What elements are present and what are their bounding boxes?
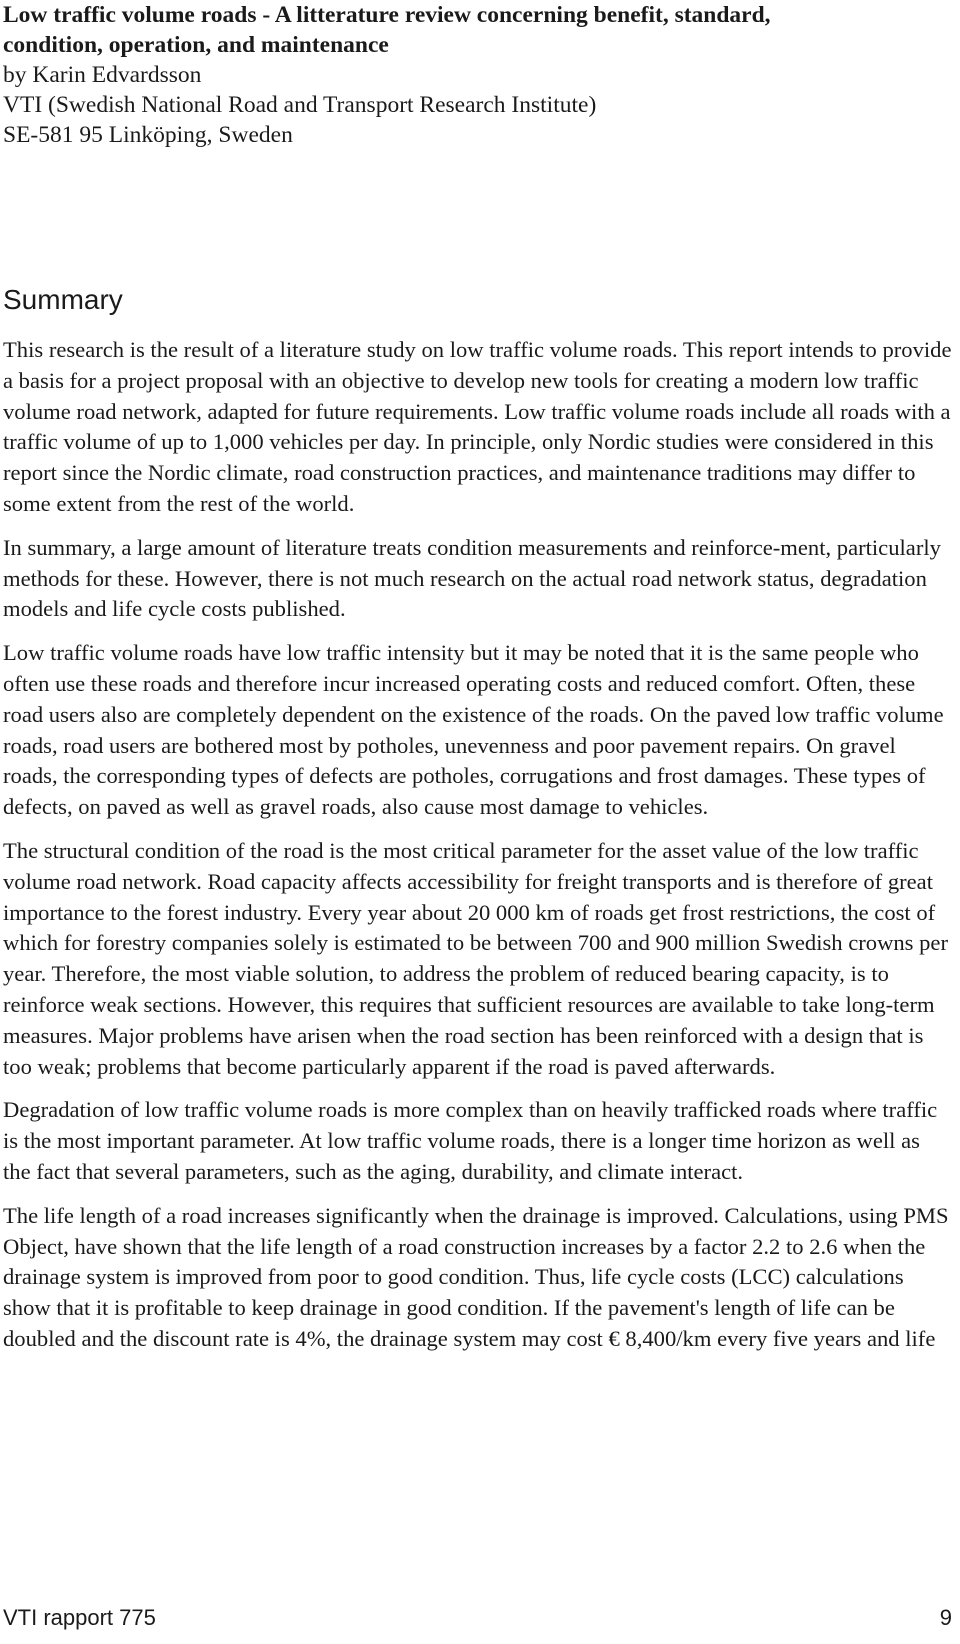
summary-paragraph: The life length of a road increases significantly when the drainage is improved. Calculations, using PMS Object, have shown that the life length of a road construction increases by a factor 2.2 to 2.6 when the drainage system is improved from poor to good condition. Thus, life cycle costs (LCC) calculations show that it is profitable to keep drainage in good condition. If the pavement's length of life can be doubled and the discount rate is 4%, the drainage system may cost € 8,400/km every five years and life [3,1202,949,1351]
summary-paragraph: Low traffic volume roads have low traffic intensity but it may be noted that it is the same people who often use these roads and therefore incur increased operating costs and reduced comfort. Often, these road users also are completely dependent on the existence of the roads. On the paved low traffic volume roads, road users are bothered most by potholes, unevenness and poor pavement repairs. On gravel roads, the corresponding types of defects are potholes, corrugations and frost damages. These types of defects, on paved as well as gravel roads, also cause most damage to vehicles. [3,640,944,820]
institute-line: VTI (Swedish National Road and Transport Research Institute) [3,92,597,118]
address-line: SE-581 95 Linköping, Sweden [3,122,293,148]
document-title-line-1: Low traffic volume roads - A litterature review concerning benefit, standard, [3,2,771,28]
summary-paragraph: Degradation of low traffic volume roads is more complex than on heavily trafficked roads where traffic is the most important parameter. At low traffic volume roads, there is a longer time horizon as well as the fact that several parameters, such as the aging, durability, and climate interact. [3,1097,938,1184]
report-label: VTI rapport 775 [3,1605,156,1630]
document-title-line-2: condition, operation, and maintenance [3,32,389,58]
document-page [3,0,953,1351]
summary-heading: Summary [3,284,123,315]
summary-paragraph: This research is the result of a literature study on low traffic volume roads. This report intends to provide a basis for a project proposal with an objective to develop new tools for creating a modern low traffic volume road network, adapted for future requirements. Low traffic volume roads include all roads with a traffic volume of up to 1,000 vehicles per day. In principle, only Nordic studies were considered in this report since the Nordic climate, road construction practices, and maintenance traditions may differ to some extent from the rest of the world. [3,337,952,516]
page-number: 9 [939,1605,952,1630]
summary-paragraph: The structural condition of the road is the most critical parameter for the asset value of the low traffic volume road network. Road capacity affects accessibility for freight transports and is therefore of great importance to the forest industry. Every year about 20 000 km of roads get frost restrictions, the cost of which for forestry companies solely is estimated to be between 700 and 900 million Swedish crowns per year. Therefore, the most viable solution, to address the problem of reduced bearing capacity, is to reinforce weak sections. However, this requires that sufficient resources are available to take long-term measures. Major problems have arisen when the road section has been reinforced with a design that is too weak; problems that become particularly apparent if the road is paved afterwards. [3,837,948,1079]
summary-paragraph: In summary, a large amount of literature treats condition measurements and reinforce-ment, particularly methods for these. However, there is not much research on the actual road network status, degradation models and life cycle costs published. [3,534,941,622]
author-line: by Karin Edvardsson [3,62,202,88]
summary-body [3,335,953,1368]
document-header [3,0,953,150]
